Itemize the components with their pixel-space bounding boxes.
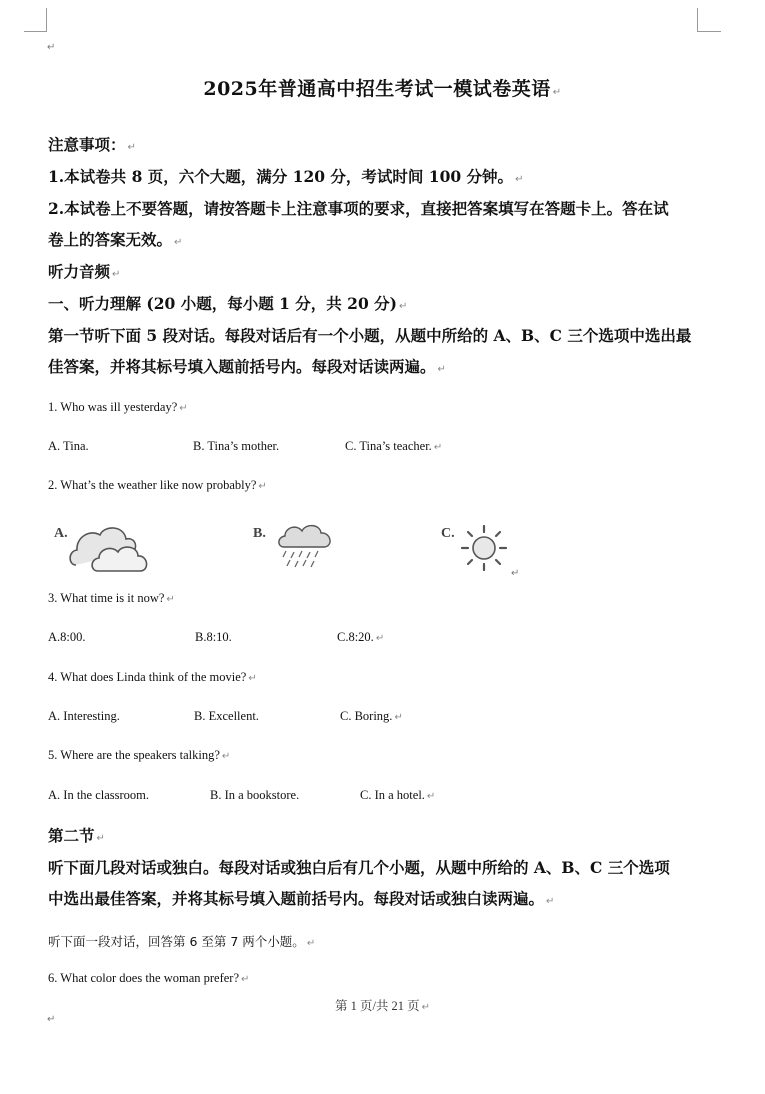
crop-mark-top-right-v xyxy=(697,8,698,32)
q1-option-b: B. Tina’s mother. xyxy=(193,439,280,453)
question-1: 1. Who was ill yesterday? ↵ xyxy=(48,400,188,414)
q4-option-b: B. Excellent. xyxy=(194,709,259,723)
notes-item-2-line-1: 2.本试卷上不要答题，请按答题卡上注意事项的要求，直接把答案填写在答题卡上。答在试 xyxy=(48,199,669,218)
q5-option-b: B. In a bookstore. xyxy=(210,788,300,802)
section1-instructions-line-2: 佳答案，并将其标号填入题前括号内。每段对话读两遍。 ↵ xyxy=(48,357,446,376)
notes-heading: 注意事项： ↵ xyxy=(48,135,136,154)
notes-item-1: 1.本试卷共 8 页，六个大题，满分 120 分，考试时间 100 分钟。 ↵ xyxy=(48,167,524,186)
q5-option-c: C. In a hotel. ↵ xyxy=(360,788,436,802)
question-5: 5. Where are the speakers talking? ↵ xyxy=(48,748,231,762)
sun-icon xyxy=(459,523,509,573)
crop-mark-top-left-v xyxy=(46,8,47,32)
return-mark-icon: ↵ xyxy=(511,568,520,579)
q1-option-a: A. Tina. xyxy=(48,439,89,453)
part1-heading: 一、听力理解 (20 小题，每小题 1 分，共 20 分) ↵ xyxy=(48,294,408,313)
exam-title: 2025年普通高中招生考试一模试卷英语 ↵ xyxy=(203,78,562,100)
question-2: 2. What’s the weather like now probably? ↵ xyxy=(48,478,267,492)
q2-option-b-label: B. xyxy=(253,526,266,541)
return-mark-icon: ↵ xyxy=(47,1014,56,1025)
q4-option-a: A. Interesting. xyxy=(48,709,120,723)
cloudy-icon xyxy=(68,521,152,575)
q3-option-c: C.8:20. ↵ xyxy=(337,630,385,644)
crop-mark-top-right-h xyxy=(697,31,721,32)
q5-option-a: A. In the classroom. xyxy=(48,788,150,802)
section2-instructions-line-1: 听下面几段对话或独白。每段对话或独白后有几个小题，从题中所给的 A、B、C 三个选项 xyxy=(48,858,670,877)
crop-mark-top-left-h xyxy=(24,31,47,32)
dialogue-instruction: 听下面一段对话，回答第 6 至第 7 两个小题。 ↵ xyxy=(48,934,316,949)
page-footer: 第 1 页/共 21 页 ↵ xyxy=(334,999,431,1013)
q3-option-b: B.8:10. xyxy=(195,630,232,644)
q4-option-c: C. Boring. ↵ xyxy=(340,709,403,723)
notes-item-2-line-2: 卷上的答案无效。 ↵ xyxy=(48,230,183,249)
section1-instructions-line-1: 第一节听下面 5 段对话。每段对话后有一个小题，从题中所给的 A、B、C 三个选项中选出最 xyxy=(48,326,692,345)
question-3: 3. What time is it now? ↵ xyxy=(48,591,175,605)
q3-option-a: A.8:00. xyxy=(48,630,86,644)
section2-instructions-line-2: 中选出最佳答案，并将其标号填入题前括号内。每段对话或独白读两遍。 ↵ xyxy=(48,889,555,908)
q1-option-c: C. Tina’s teacher. ↵ xyxy=(345,439,443,453)
return-mark-icon: ↵ xyxy=(47,42,56,53)
question-6: 6. What color does the woman prefer? ↵ xyxy=(48,971,250,985)
section2-heading: 第二节 ↵ xyxy=(48,826,105,845)
q2-option-c-label: C. xyxy=(441,526,455,541)
question-4: 4. What does Linda think of the movie? ↵ xyxy=(48,670,257,684)
rain-cloud-icon xyxy=(276,521,338,571)
q2-option-a-label: A. xyxy=(54,526,68,541)
audio-label[interactable]: 听力音频 ↵ xyxy=(48,262,121,281)
